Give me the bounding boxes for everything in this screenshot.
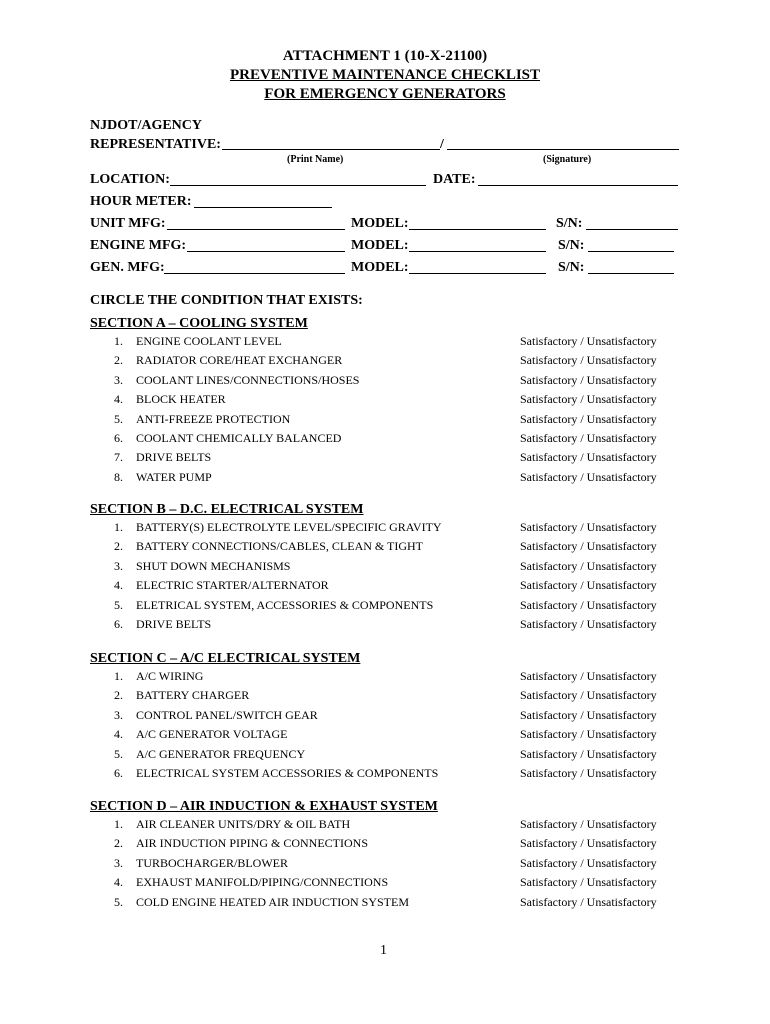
print-name-caption: (Print Name) bbox=[287, 154, 344, 165]
agency-label: NJDOT/AGENCY bbox=[90, 118, 203, 133]
item-label: A/C WIRING bbox=[136, 669, 204, 683]
engine-model-label: MODEL: bbox=[351, 238, 409, 253]
item-number: 6. bbox=[114, 617, 123, 631]
gen-sn-label: S/N: bbox=[558, 260, 585, 275]
hour-meter-label: HOUR METER: bbox=[90, 194, 192, 209]
engine-sn-label: S/N: bbox=[558, 238, 585, 253]
item-label: AIR CLEANER UNITS/DRY & OIL BATH bbox=[136, 817, 351, 831]
item-number: 1. bbox=[114, 669, 123, 683]
condition-choice[interactable]: Satisfactory / Unsatisfactory bbox=[520, 334, 657, 348]
name-separator: / bbox=[440, 137, 444, 152]
gen-mfg-field[interactable] bbox=[164, 259, 345, 274]
condition-choice[interactable]: Satisfactory / Unsatisfactory bbox=[520, 836, 657, 850]
item-label: ANTI-FREEZE PROTECTION bbox=[136, 412, 291, 426]
page-number: 1 bbox=[380, 943, 387, 958]
condition-choice[interactable]: Satisfactory / Unsatisfactory bbox=[520, 598, 657, 612]
item-label: EXHAUST MANIFOLD/PIPING/CONNECTIONS bbox=[136, 875, 389, 889]
condition-choice[interactable]: Satisfactory / Unsatisfactory bbox=[520, 412, 657, 426]
engine-mfg-field[interactable] bbox=[187, 237, 345, 252]
item-label: CONTROL PANEL/SWITCH GEAR bbox=[136, 708, 318, 722]
gen-mfg-label: GEN. MFG: bbox=[90, 260, 165, 275]
section-title: SECTION D – AIR INDUCTION & EXHAUST SYSTEM bbox=[90, 799, 438, 814]
unit-model-label: MODEL: bbox=[351, 216, 409, 231]
condition-choice[interactable]: Satisfactory / Unsatisfactory bbox=[520, 669, 657, 683]
unit-sn-field[interactable] bbox=[586, 215, 678, 230]
item-label: COOLANT LINES/CONNECTIONS/HOSES bbox=[136, 373, 360, 387]
gen-model-label: MODEL: bbox=[351, 260, 409, 275]
condition-choice[interactable]: Satisfactory / Unsatisfactory bbox=[520, 353, 657, 367]
item-number: 7. bbox=[114, 450, 123, 464]
condition-choice[interactable]: Satisfactory / Unsatisfactory bbox=[520, 431, 657, 445]
title-generators: FOR EMERGENCY GENERATORS bbox=[264, 86, 506, 102]
print-name-field[interactable] bbox=[222, 135, 440, 150]
item-label: RADIATOR CORE/HEAT EXCHANGER bbox=[136, 353, 343, 367]
unit-model-field[interactable] bbox=[409, 215, 546, 230]
item-number: 3. bbox=[114, 856, 123, 870]
item-label: AIR INDUCTION PIPING & CONNECTIONS bbox=[136, 836, 368, 850]
condition-choice[interactable]: Satisfactory / Unsatisfactory bbox=[520, 895, 657, 909]
condition-choice[interactable]: Satisfactory / Unsatisfactory bbox=[520, 727, 657, 741]
condition-choice[interactable]: Satisfactory / Unsatisfactory bbox=[520, 470, 657, 484]
item-number: 5. bbox=[114, 747, 123, 761]
section-title: SECTION B – D.C. ELECTRICAL SYSTEM bbox=[90, 502, 364, 517]
item-label: COOLANT CHEMICALLY BALANCED bbox=[136, 431, 342, 445]
item-label: BLOCK HEATER bbox=[136, 392, 226, 406]
item-label: ELECTRIC STARTER/ALTERNATOR bbox=[136, 578, 329, 592]
condition-choice[interactable]: Satisfactory / Unsatisfactory bbox=[520, 520, 657, 534]
item-label: WATER PUMP bbox=[136, 470, 212, 484]
item-number: 3. bbox=[114, 708, 123, 722]
item-label: DRIVE BELTS bbox=[136, 450, 212, 464]
title-attachment: ATTACHMENT 1 (10-X-21100) bbox=[282, 48, 488, 64]
item-label: DRIVE BELTS bbox=[136, 617, 212, 631]
unit-mfg-field[interactable] bbox=[167, 215, 345, 230]
item-label: A/C GENERATOR VOLTAGE bbox=[136, 727, 288, 741]
gen-sn-field[interactable] bbox=[588, 259, 674, 274]
item-label: TURBOCHARGER/BLOWER bbox=[136, 856, 289, 870]
engine-sn-field[interactable] bbox=[588, 237, 674, 252]
item-number: 1. bbox=[114, 520, 123, 534]
item-number: 3. bbox=[114, 559, 123, 573]
section-title: SECTION C – A/C ELECTRICAL SYSTEM bbox=[90, 651, 361, 666]
unit-sn-label: S/N: bbox=[556, 216, 583, 231]
item-number: 4. bbox=[114, 578, 123, 592]
condition-choice[interactable]: Satisfactory / Unsatisfactory bbox=[520, 373, 657, 387]
condition-choice[interactable]: Satisfactory / Unsatisfactory bbox=[520, 392, 657, 406]
item-label: BATTERY(S) ELECTROLYTE LEVEL/SPECIFIC GRAVITY bbox=[136, 520, 442, 534]
condition-choice[interactable]: Satisfactory / Unsatisfactory bbox=[520, 578, 657, 592]
item-label: ENGINE COOLANT LEVEL bbox=[136, 334, 282, 348]
item-number: 6. bbox=[114, 431, 123, 445]
item-label: ELETRICAL SYSTEM, ACCESSORIES & COMPONENTS bbox=[136, 598, 434, 612]
item-number: 4. bbox=[114, 875, 123, 889]
unit-mfg-label: UNIT MFG: bbox=[90, 216, 166, 231]
item-number: 2. bbox=[114, 353, 123, 367]
item-number: 4. bbox=[114, 392, 123, 406]
item-number: 5. bbox=[114, 412, 123, 426]
item-label: BATTERY CHARGER bbox=[136, 688, 250, 702]
item-label: ELECTRICAL SYSTEM ACCESSORIES & COMPONENTS bbox=[136, 766, 439, 780]
condition-choice[interactable]: Satisfactory / Unsatisfactory bbox=[520, 559, 657, 573]
hour-meter-field[interactable] bbox=[194, 193, 332, 208]
item-label: SHUT DOWN MECHANISMS bbox=[136, 559, 291, 573]
condition-choice[interactable]: Satisfactory / Unsatisfactory bbox=[520, 450, 657, 464]
item-number: 8. bbox=[114, 470, 123, 484]
condition-choice[interactable]: Satisfactory / Unsatisfactory bbox=[520, 747, 657, 761]
signature-field[interactable] bbox=[447, 135, 679, 150]
condition-choice[interactable]: Satisfactory / Unsatisfactory bbox=[520, 817, 657, 831]
item-number: 4. bbox=[114, 727, 123, 741]
representative-label: REPRESENTATIVE: bbox=[90, 137, 221, 152]
item-label: A/C GENERATOR FREQUENCY bbox=[136, 747, 306, 761]
item-number: 5. bbox=[114, 895, 123, 909]
item-number: 3. bbox=[114, 373, 123, 387]
location-label: LOCATION: bbox=[90, 172, 170, 187]
item-number: 2. bbox=[114, 688, 123, 702]
engine-mfg-label: ENGINE MFG: bbox=[90, 238, 187, 253]
condition-choice[interactable]: Satisfactory / Unsatisfactory bbox=[520, 766, 657, 780]
condition-choice[interactable]: Satisfactory / Unsatisfactory bbox=[520, 875, 657, 889]
item-number: 1. bbox=[114, 817, 123, 831]
date-label: DATE: bbox=[433, 172, 476, 187]
item-number: 2. bbox=[114, 539, 123, 553]
condition-choice[interactable]: Satisfactory / Unsatisfactory bbox=[520, 539, 657, 553]
engine-model-field[interactable] bbox=[409, 237, 546, 252]
item-number: 5. bbox=[114, 598, 123, 612]
date-field[interactable] bbox=[478, 171, 678, 186]
condition-choice[interactable]: Satisfactory / Unsatisfactory bbox=[520, 617, 657, 631]
circle-instruction: CIRCLE THE CONDITION THAT EXISTS: bbox=[90, 293, 363, 308]
section-title: SECTION A – COOLING SYSTEM bbox=[90, 316, 308, 331]
item-number: 1. bbox=[114, 334, 123, 348]
location-field[interactable] bbox=[170, 171, 426, 186]
signature-caption: (Signature) bbox=[543, 154, 592, 165]
item-label: BATTERY CONNECTIONS/CABLES, CLEAN & TIGHT bbox=[136, 539, 424, 553]
item-label: COLD ENGINE HEATED AIR INDUCTION SYSTEM bbox=[136, 895, 409, 909]
condition-choice[interactable]: Satisfactory / Unsatisfactory bbox=[520, 708, 657, 722]
item-number: 6. bbox=[114, 766, 123, 780]
gen-model-field[interactable] bbox=[409, 259, 546, 274]
condition-choice[interactable]: Satisfactory / Unsatisfactory bbox=[520, 856, 657, 870]
condition-choice[interactable]: Satisfactory / Unsatisfactory bbox=[520, 688, 657, 702]
title-checklist: PREVENTIVE MAINTENANCE CHECKLIST bbox=[229, 67, 541, 83]
item-number: 2. bbox=[114, 836, 123, 850]
